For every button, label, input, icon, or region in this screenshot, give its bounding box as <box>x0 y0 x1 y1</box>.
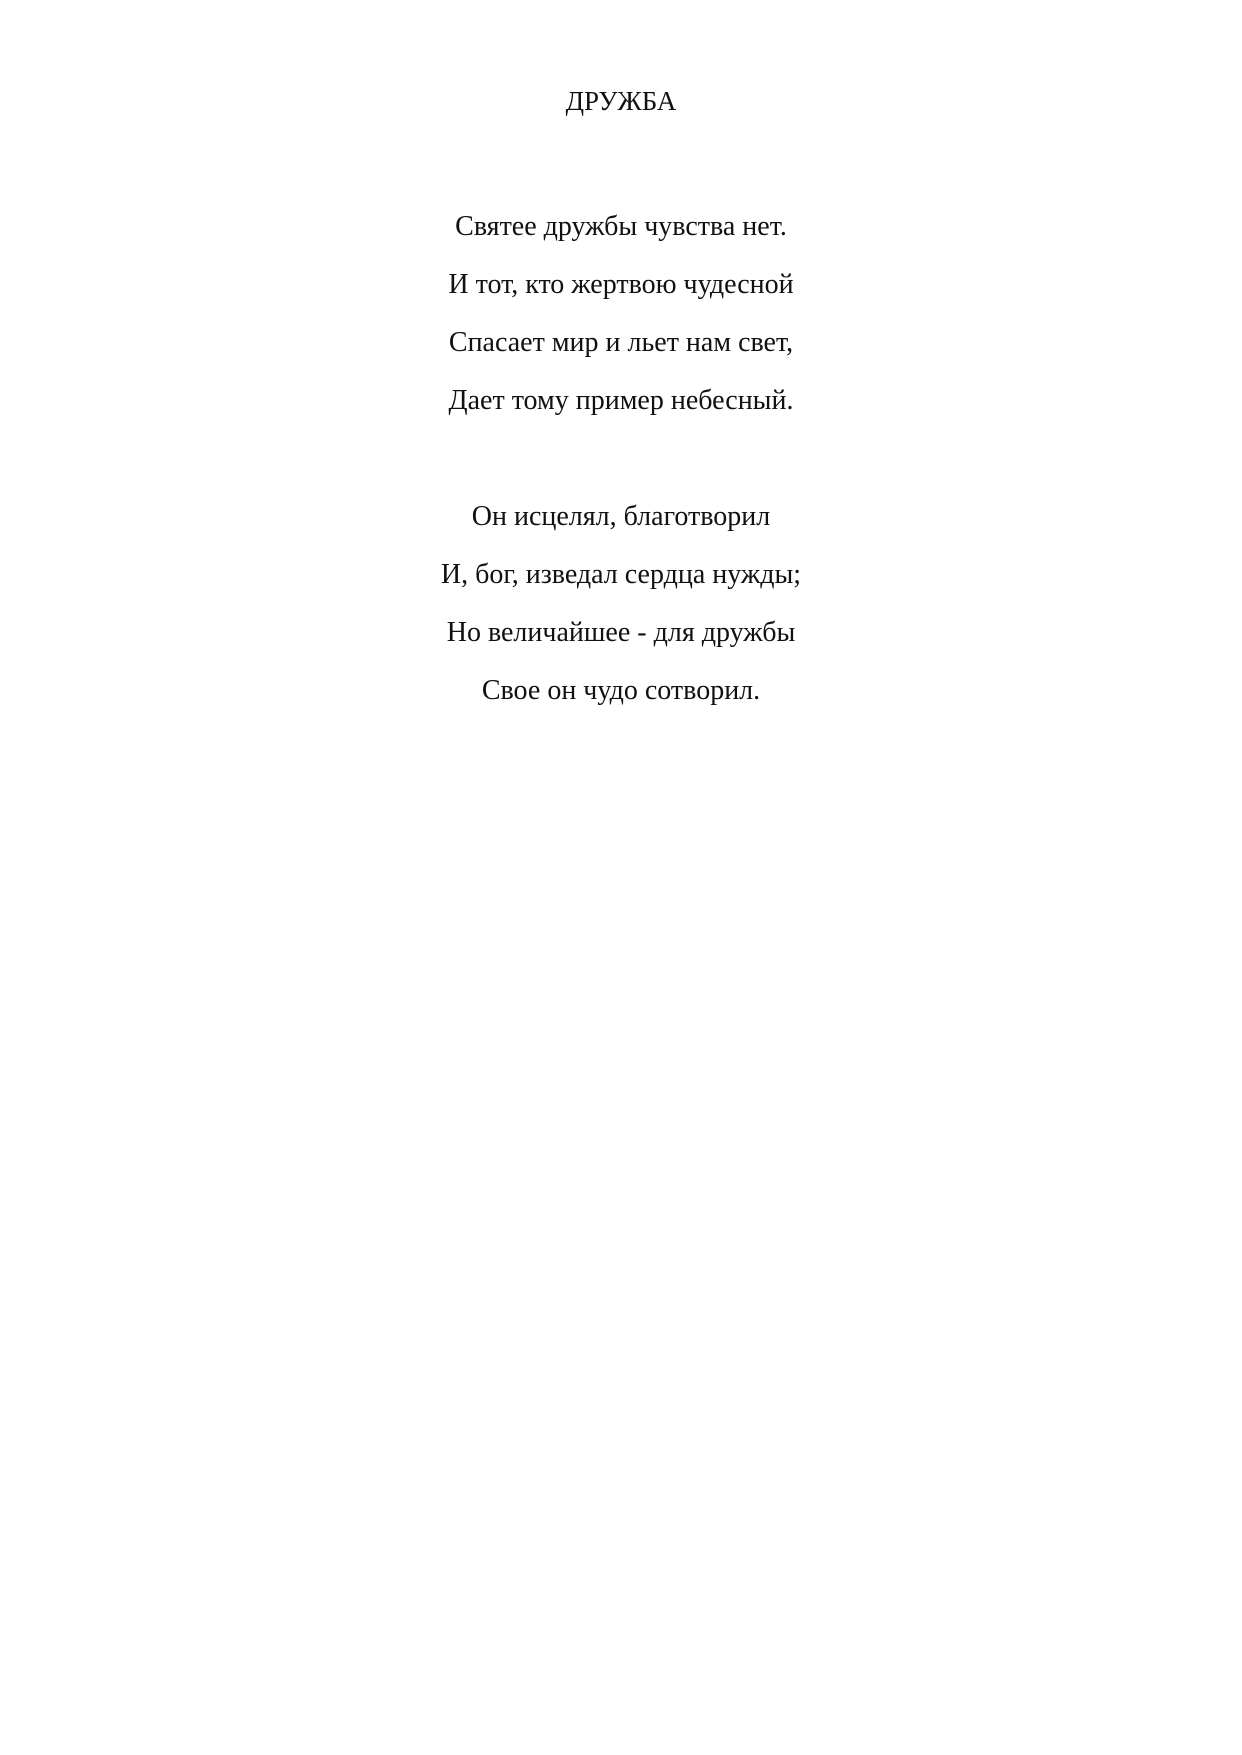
stanza-2 <box>0 488 1242 720</box>
poem-line: Святее дружбы чувства нет. <box>455 211 787 242</box>
poem-line: И, бог, изведал сердца нужды; <box>440 559 802 590</box>
poem-line: И тот, кто жертвою чудесной <box>448 269 794 300</box>
poem-title: ДРУЖБА <box>565 86 677 116</box>
poem-line: Дает тому пример небесный. <box>448 385 794 416</box>
stanza-1 <box>0 198 1242 430</box>
poem-line: Он исцелял, благотворил <box>471 501 771 532</box>
poem-line: Но величайшее - для дружбы <box>446 617 796 648</box>
poem-line: Спасает мир и льет нам свет, <box>448 327 794 358</box>
poem-line: Свое он чудо сотворил. <box>481 675 761 706</box>
